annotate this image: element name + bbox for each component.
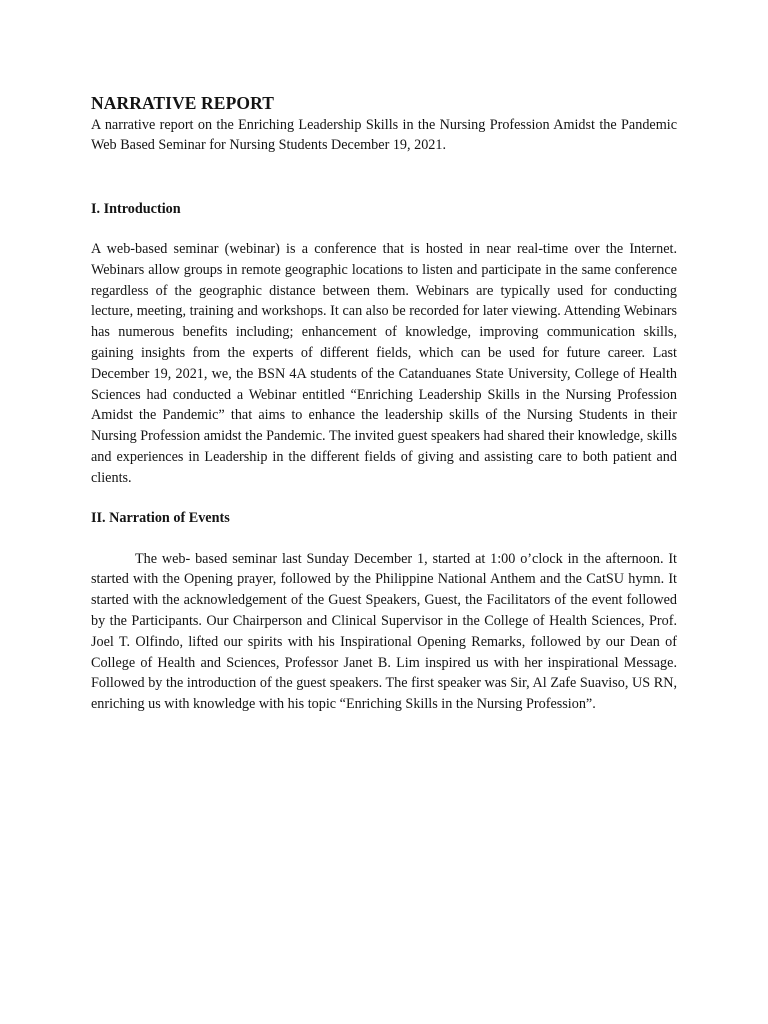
document-title: NARRATIVE REPORT [91,93,274,113]
document-subtitle: A narrative report on the Enriching Leadership Skills in the Nursing Profession Amidst the Pandemic Web Based Seminar for Nursing Students December 19, 2021. [91,117,677,153]
section-paragraph-introduction: A web-based seminar (webinar) is a conference that is hosted in near real-time over the Internet. Webinars allow groups in remote geographic locations to listen and participate in the same conference regardless of the geographic distance between them. Webinars are typically used for conducting lecture, meeting, training and workshops. It can also be recorded for later viewing. Attending Webinars has numerous benefits including; enhancement of knowledge, improving communication skills, gaining insights from the experts of different fields, which can be used for future career. Last December 19, 2021, we, the BSN 4A students of the Catanduanes State University, College of Health Sciences had conducted a Webinar entitled “Enriching Leadership Skills in the Nursing Profession Amidst the Pandemic” that aims to enhance the leadership skills of the Nursing Students in their Nursing Profession amidst the Pandemic. The invited guest speakers had shared their knowledge, skills and experiences in Leadership in the different fields of giving and assisting care to both patient and clients. [91,241,677,486]
section-heading-introduction: I. Introduction [91,201,181,217]
document-body [91,92,677,715]
section-heading-narration-of-events: II. Narration of Events [91,509,230,526]
section-paragraph-narration-of-events: The web- based seminar last Sunday December 1, started at 1:00 o’clock in the afternoon. It started with the Opening prayer, followed by the Philippine National Anthem and the CatSU hymn. It started with the acknowledgement of the Guest Speakers, Guest, the Facilitators of the event followed by the Participants. Our Chairperson and Clinical Supervisor in the College of Health Sciences, Prof. Joel T. Olfindo, lifted our spirits with his Inspirational Opening Remarks, followed by our Dean of College of Health and Sciences, Professor Janet B. Lim inspired us with her inspirational Message. Followed by the introduction of the guest speakers. The first speaker was Sir, Al Zafe Suaviso, US RN, enriching us with knowledge with his topic “Enriching Skills in the Nursing Profession”. [91,550,677,713]
